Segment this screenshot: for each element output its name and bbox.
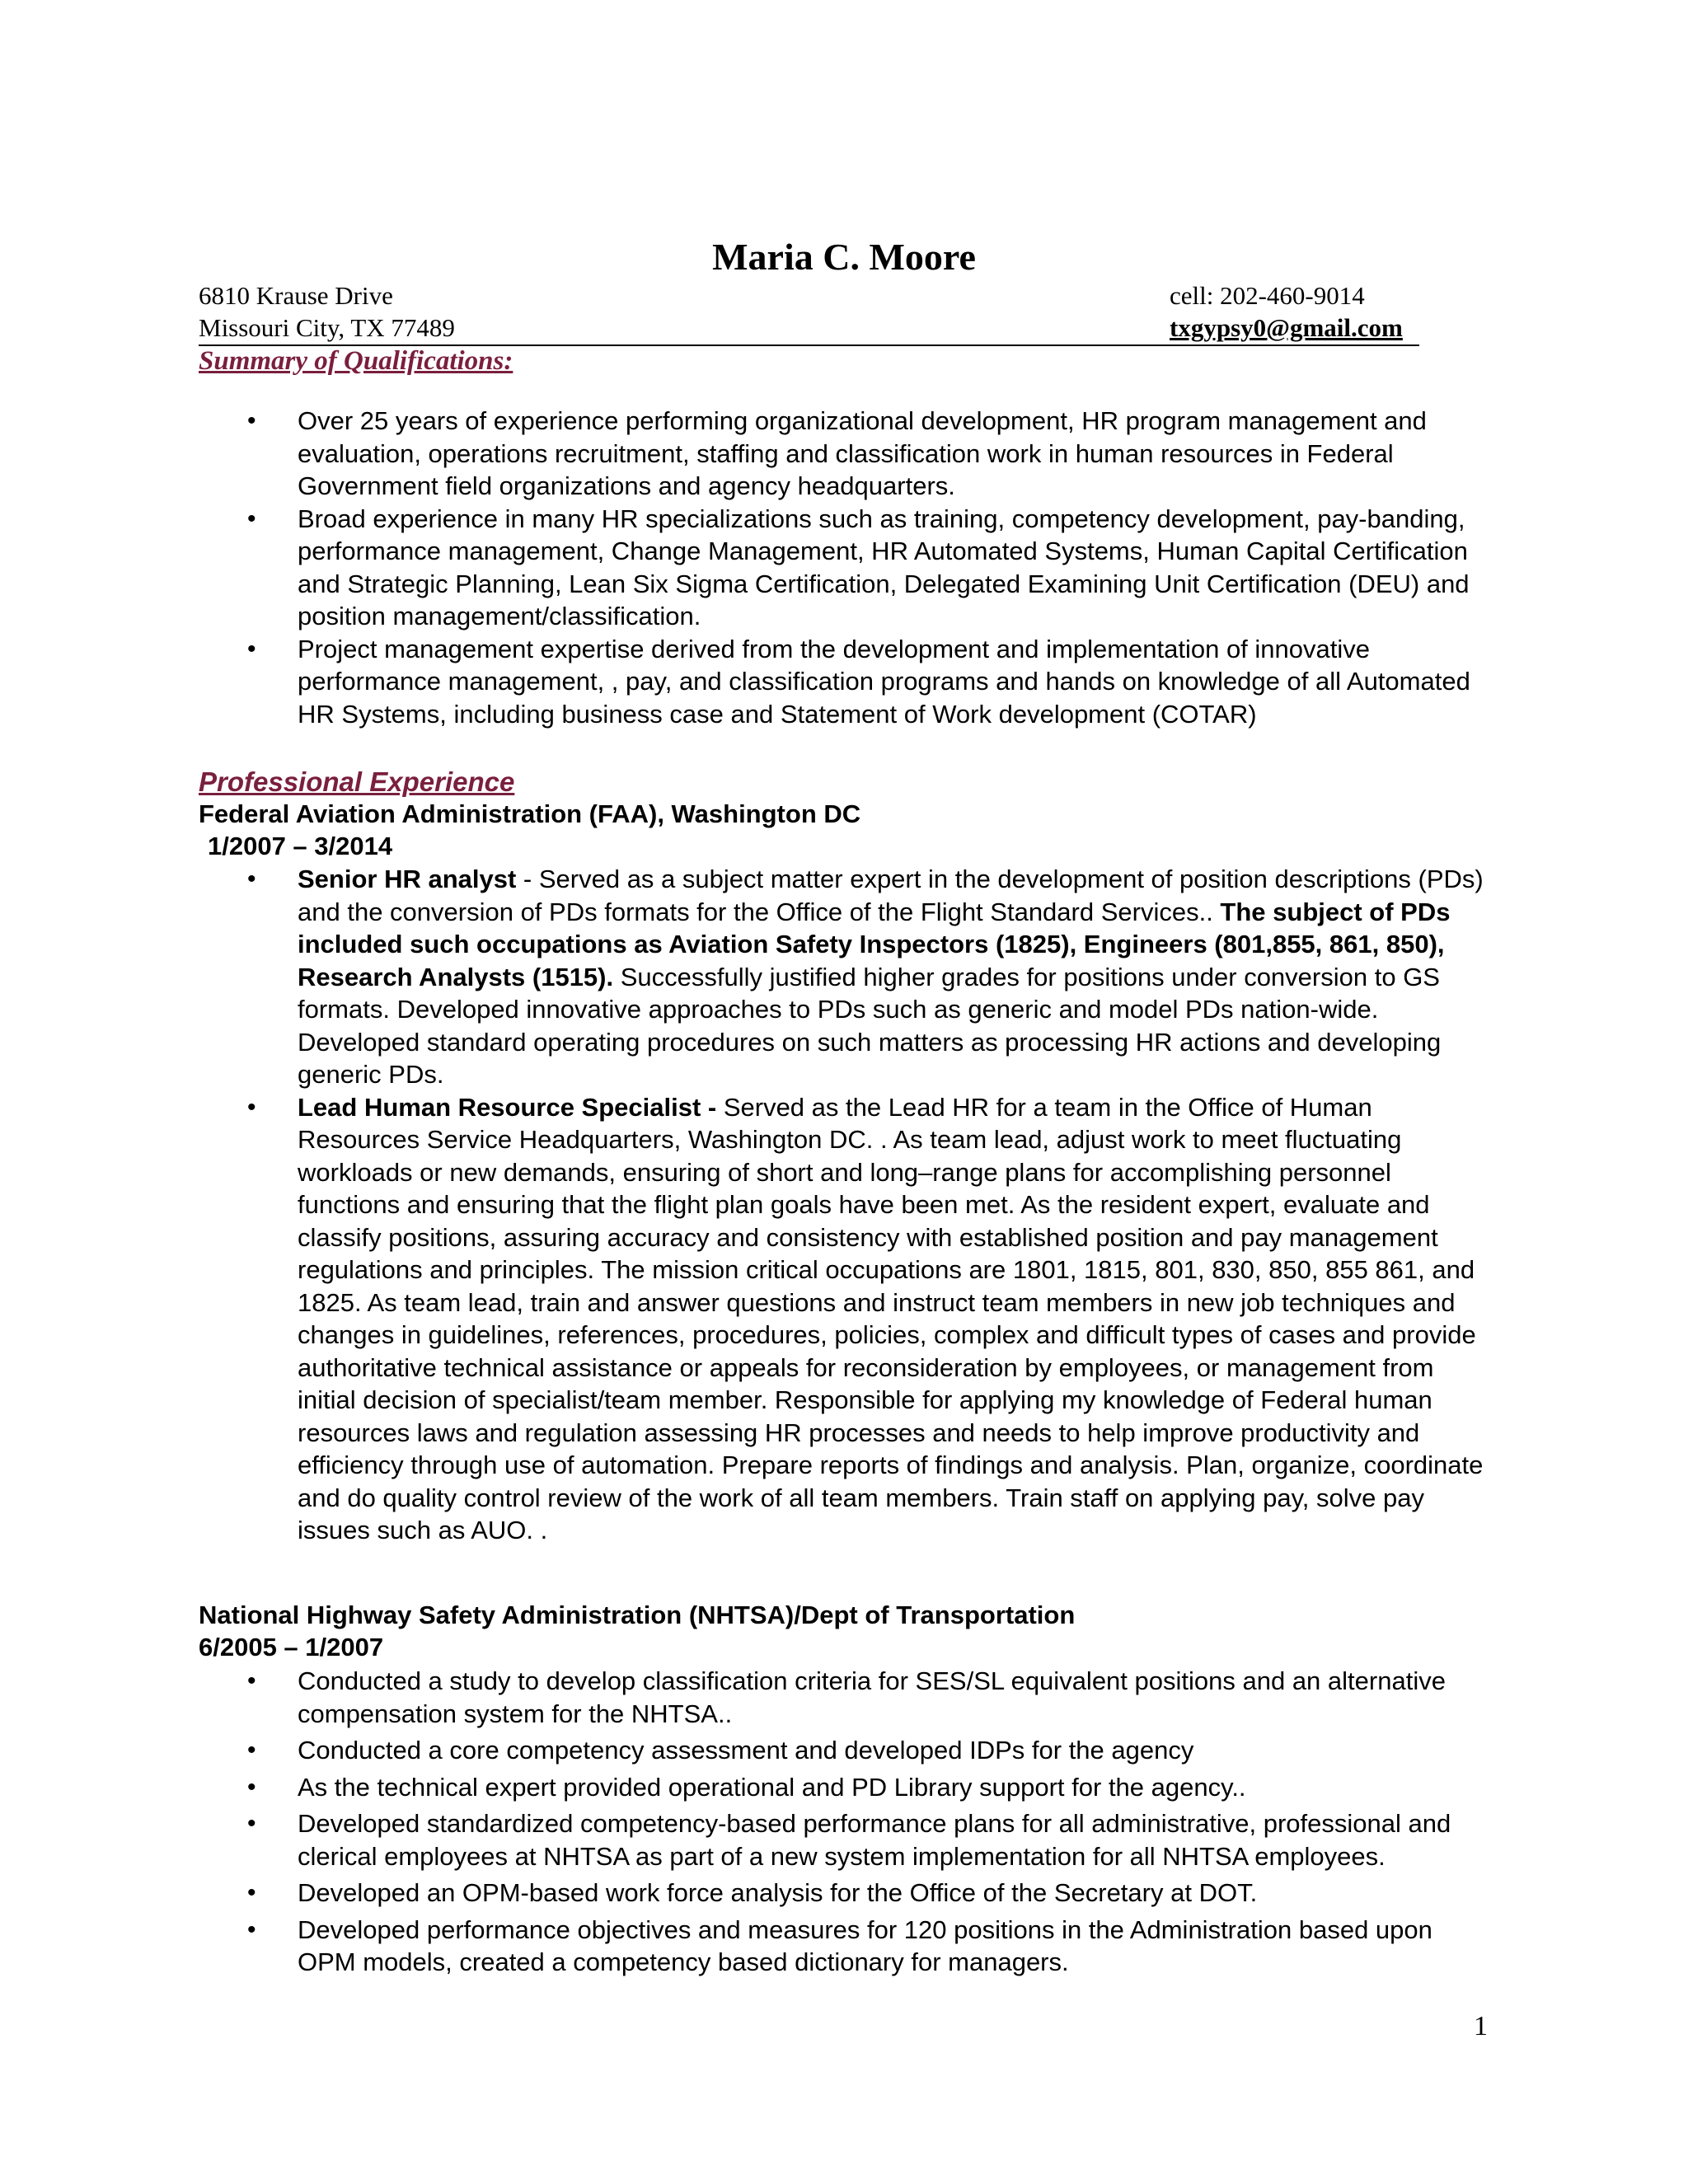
list-item: • As the technical expert provided operational and PD Library support for the agency.. bbox=[0, 1771, 1492, 1804]
list-item: • Developed performance objectives and measures for 120 positions in the Administration based upon OPM models, created a competency based dictionary for managers. bbox=[247, 1915, 1432, 1976]
bullet-icon: • bbox=[247, 1093, 256, 1121]
bullet-icon: • bbox=[247, 504, 256, 532]
list-item: • Conducted a study to develop classification criteria for SES/SL equivalent positions and an alternative compensation system for the NHTSA.. bbox=[247, 1666, 1446, 1728]
list-item: • Lead Human Resource Specialist - Served as the Lead HR for a team in the Office of Human Resources Service Headquarters, Washington DC. . As team lead, adjust work to meet fluctuating workloads or new demands, ensuring of short and long–range plans for accomplishing personnel functions and ensuring that the flight plan goals have been met. As the resident expert, evaluate and classify positions, assuring accuracy and consistency with established position and pay management regulations and principles. The mission critical occupations are 1801, 1815, 801, 830, 850, 855 861, and 1825. As team lead, train and answer questions and instruct team members in new job techniques and changes in guidelines, references, procedures, policies, complex and difficult types of cases and provide authoritative technical assistance or appeals for reconsideration by employees, or management from initial decision of specialist/team member. Responsible for applying my knowledge of Federal human resources laws and regulation assessing HR processes and needs to help improve productivity and efficiency through use of automation. Prepare reports of findings and analysis. Plan, organize, coordinate and do quality control review of the work of all team members. Train staff on applying pay, solve pay issues such as AUO. . bbox=[247, 1092, 1484, 1544]
faa-org-heading: Federal Aviation Administration (FAA), Washington DC bbox=[199, 799, 861, 828]
bullet-icon: • bbox=[247, 1736, 256, 1764]
list-item: • Broad experience in many HR specializations such as training, competency development, pay-banding, performance management, Change Management, HR Automated Systems, Human Capital Certification and Strategic Planning, Lean Six Sigma Certification, Delegated Examining Unit Certification (DEU) and position management/classification. bbox=[247, 504, 1470, 630]
nhtsa-dates: 6/2005 – 1/2007 bbox=[199, 1633, 384, 1661]
bullet-icon: • bbox=[247, 1810, 256, 1837]
faa-job-list bbox=[0, 863, 1492, 1547]
bullet-icon: • bbox=[247, 1879, 256, 1906]
bullet-icon: • bbox=[247, 407, 256, 434]
job-title: Senior HR analyst bbox=[298, 865, 517, 893]
page-number: 1 bbox=[1474, 2011, 1488, 2041]
bullet-icon: • bbox=[247, 1667, 256, 1694]
list-item: • Conducted a core competency assessment and developed IDPs for the agency bbox=[0, 1734, 1492, 1767]
address-line-2: Missouri City, TX 77489 bbox=[199, 313, 455, 342]
bullet-icon: • bbox=[247, 1773, 256, 1801]
list-item: • Developed an OPM-based work force analysis for the Office of the Secretary at DOT. bbox=[0, 1877, 1492, 1910]
list-item: • Senior HR analyst - Served as a subject matter expert in the development of position descriptions (PDs) and the conversion of PDs formats for the Office of the Flight Standard Services.. The subject of PDs included such occupations as Aviation Safety Inspectors (1825), Engineers (801,855, 861, 850), Research Analysts (1515). Successfully justified higher grades for positions under conversion to GS formats. Developed innovative approaches to PDs such as generic and model PDs nation-wide. Developed standard operating procedures on such matters as processing HR actions and developing generic PDs. bbox=[247, 865, 1484, 1089]
address-line-1: 6810 Krause Drive bbox=[199, 281, 393, 310]
bullet-icon: • bbox=[247, 865, 256, 893]
nhtsa-org-heading: National Highway Safety Administration (NHTSA)/Dept of Transportation bbox=[199, 1601, 1076, 1629]
nhtsa-list bbox=[0, 1665, 1492, 1979]
contact-row-2 bbox=[199, 313, 1419, 346]
faa-dates: 1/2007 – 3/2014 bbox=[208, 832, 393, 860]
list-item: • Developed standardized competency-based performance plans for all administrative, professional and clerical employees at NHTSA as part of a new system implementation for all NHTSA employees. bbox=[247, 1809, 1451, 1871]
summary-list bbox=[0, 405, 1492, 730]
bullet-icon: • bbox=[247, 635, 256, 663]
list-item: • Project management expertise derived from the development and implementation of innovative performance management, , pay, and classification programs and hands on knowledge of all Automated HR Systems, including business case and Statement of Work development (COTAR) bbox=[247, 634, 1470, 729]
summary-heading: Summary of Qualifications: bbox=[199, 346, 513, 376]
candidate-name: Maria C. Moore bbox=[712, 236, 976, 278]
contact-row-1 bbox=[199, 281, 1418, 311]
phone-number: cell: 202-460-9014 bbox=[1170, 281, 1365, 310]
list-item: • Over 25 years of experience performing organizational development, HR program management and evaluation, operations recruitment, staffing and classification work in human resources in Federal Government field organizations and agency headquarters. bbox=[247, 406, 1427, 500]
email-address: txgypsy0@gmail.com bbox=[1170, 313, 1403, 342]
job-title: Lead Human Resource Specialist - bbox=[298, 1092, 724, 1122]
bullet-icon: • bbox=[247, 1915, 256, 1943]
experience-heading: Professional Experience bbox=[199, 766, 515, 797]
